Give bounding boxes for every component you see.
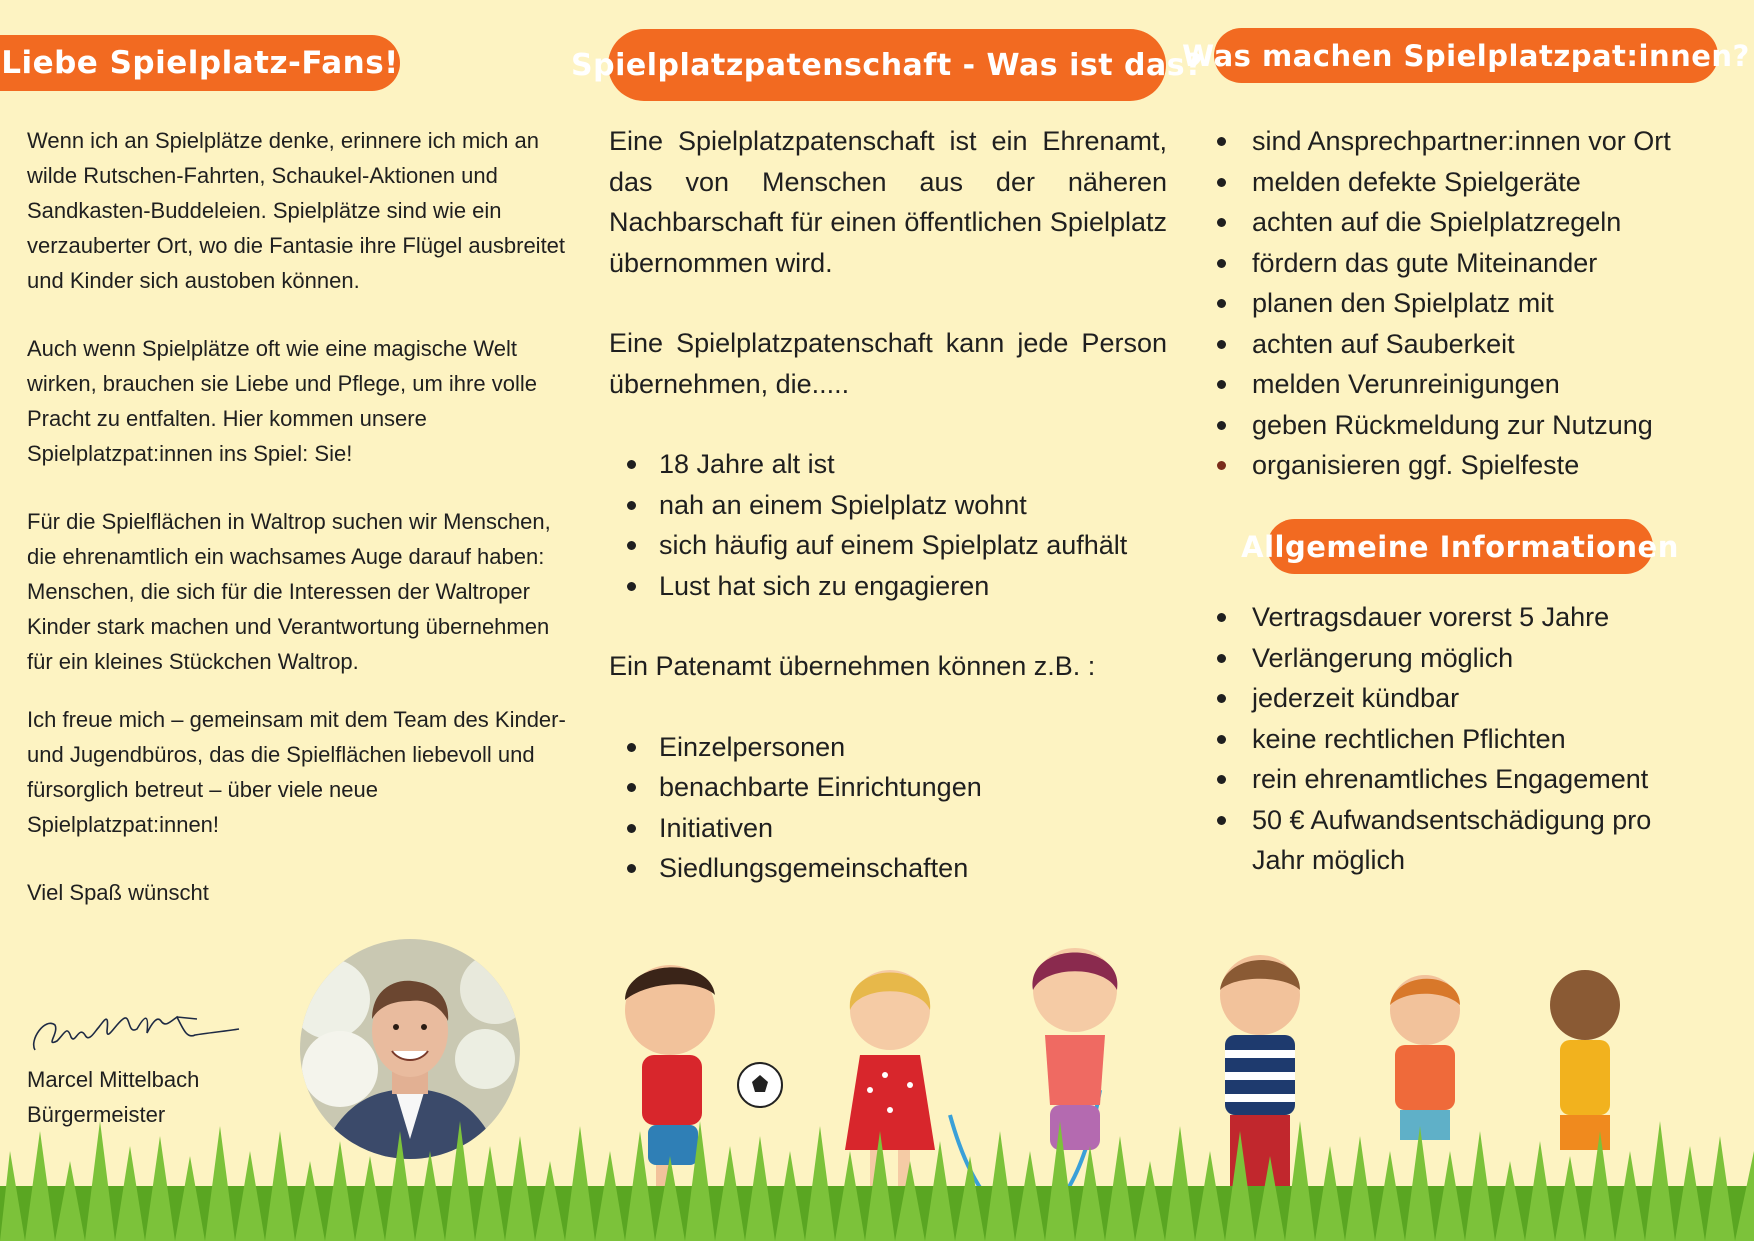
signer-role: Bürgermeister [27, 1102, 166, 1127]
list-item: planen den Spielplatz mit [1216, 283, 1736, 324]
list-item: sich häufig auf einem Spielplatz aufhält [609, 525, 1167, 566]
tasks-list [1216, 121, 1736, 486]
list-item: achten auf die Spielplatzregeln [1216, 202, 1736, 243]
who-can-list [609, 444, 1167, 606]
intro-paragraph-1: Wenn ich an Spielplätze denke, erinnere ich mich an wilde Rutschen-Fahrten, Schaukel-Aktionen und Sandkasten-Buddeleien. Spielplätze sind wie ein verzauberter Ort, wo die Fantasie ihre Flügel ausbreitet und Kinder sich austoben können. [27, 128, 566, 293]
signer-name: Marcel Mittelbach [27, 1067, 200, 1092]
column-what-is-it [609, 121, 1167, 889]
heading-was-machen-paten: Was machen Spielplatzpat:innen? [1214, 28, 1718, 83]
list-item: Lust hat sich zu engagieren [609, 566, 1167, 607]
closing-text: Viel Spaß wünscht [27, 880, 209, 905]
list-item: Einzelpersonen [609, 727, 1167, 768]
list-item: 18 Jahre alt ist [609, 444, 1167, 485]
intro-paragraph-4: Ich freue mich – gemeinsam mit dem Team des Kinder- und Jugendbüros, das die Spielflächen liebevoll und fürsorglich betreut – über viele neue Spielplatzpat:innen! [27, 707, 566, 837]
list-item: 50 € Aufwandsentschädigung pro Jahr möglich [1216, 800, 1676, 881]
list-item: geben Rückmeldung zur Nutzung [1216, 405, 1736, 446]
list-item: melden defekte Spielgeräte [1216, 162, 1736, 203]
list-item: organisieren ggf. Spielfeste [1216, 445, 1736, 486]
examples-list [609, 727, 1167, 889]
examples-text: Ein Patenamt übernehmen können z.B. : [609, 651, 1096, 681]
list-item: jederzeit kündbar [1216, 678, 1676, 719]
who-can-text: Eine Spielplatzpatenschaft kann jede Person übernehmen, die..... [609, 328, 1167, 399]
heading-liebe-spielplatz-fans: Liebe Spielplatz-Fans! [0, 35, 400, 91]
list-item: keine rechtlichen Pflichten [1216, 719, 1676, 760]
list-item: Vertragsdauer vorerst 5 Jahre [1216, 597, 1676, 638]
list-item: sind Ansprechpartner:innen vor Ort [1216, 121, 1736, 162]
signature-image [27, 995, 242, 1060]
heading-was-ist-das: Spielplatzpatenschaft - Was ist das? [608, 29, 1166, 101]
list-item: nah an einem Spielplatz wohnt [609, 485, 1167, 526]
what-is-it-text: Eine Spielplatzpatenschaft ist ein Ehrenamt, das von Menschen aus der näheren Nachbarschaft für einen öffentlichen Spielplatz übernommen wird. [609, 126, 1167, 278]
list-item: Verlängerung möglich [1216, 638, 1676, 679]
list-item: Initiativen [609, 808, 1167, 849]
intro-paragraph-2: Auch wenn Spielplätze oft wie eine magische Welt wirken, brauchen sie Liebe und Pflege, um ihre volle Pracht zu entfalten. Hier kommen unsere Spielplatzpat:innen ins Spiel: Sie! [27, 336, 537, 466]
intro-paragraph-3: Für die Spielflächen in Waltrop suchen wir Menschen, die ehrenamtlich ein wachsames Auge darauf haben: Menschen, die sich für die Interessen der Waltroper Kinder stark machen und Verantwortung übernehmen für ein kleines Stückchen Waltrop. [27, 509, 551, 674]
list-item: fördern das gute Miteinander [1216, 243, 1736, 284]
list-item: achten auf Sauberkeit [1216, 324, 1736, 365]
column-intro [27, 123, 567, 910]
list-item: rein ehrenamtliches Engagement [1216, 759, 1676, 800]
list-item: benachbarte Einrichtungen [609, 767, 1167, 808]
info-list [1216, 597, 1676, 881]
list-item: melden Verunreinigungen [1216, 364, 1736, 405]
grass-decoration [0, 1091, 1754, 1241]
list-item: Siedlungsgemeinschaften [609, 848, 1167, 889]
heading-allgemeine-informationen: Allgemeine Informationen [1267, 519, 1653, 574]
